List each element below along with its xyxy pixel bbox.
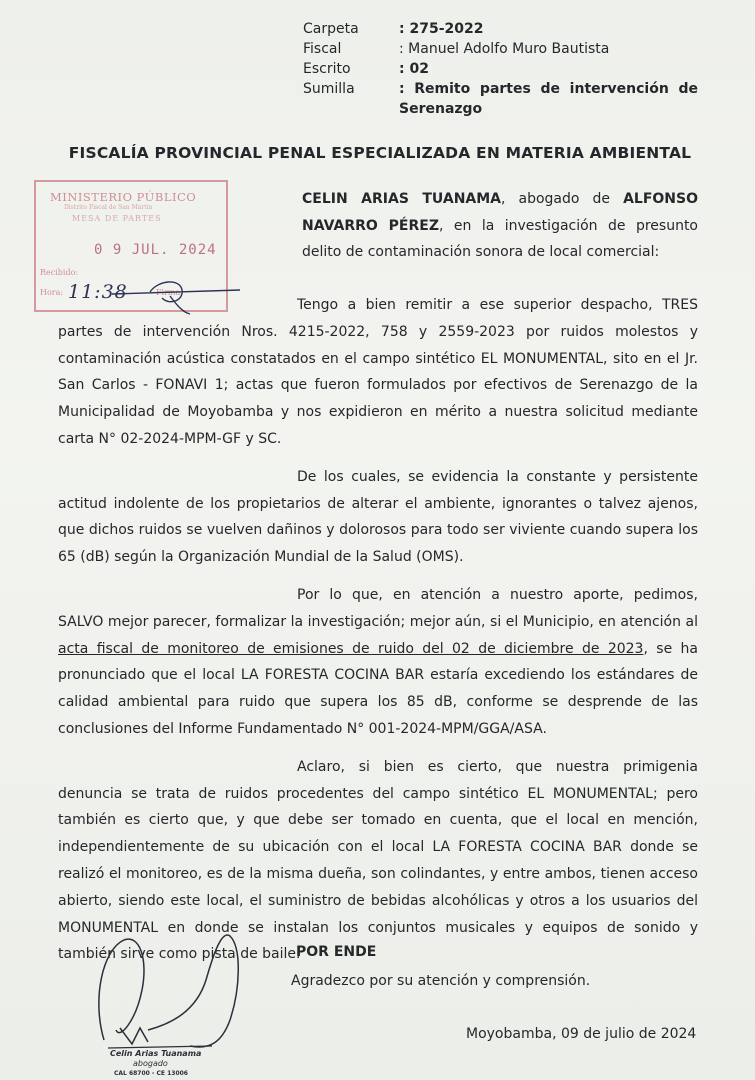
- fiscal-label: Fiscal: [303, 41, 342, 57]
- signature-name: Celin Arias Tuanama: [110, 1049, 202, 1058]
- stamp-date: 0 9 JUL. 2024: [94, 242, 217, 258]
- stamp-handwritten-time: 11:38: [68, 281, 128, 303]
- fiscal-value: : Manuel Adolfo Muro Bautista: [399, 41, 610, 57]
- closing-thanks: Agradezco por su atención y comprensión.: [291, 973, 591, 989]
- paragraph-3-start: Por lo que, en atención a nuestro aporte, pedimos, SALVO mejor parecer, formalizar la investigación; mejor aún, si el Municipio, en atención al: [58, 586, 698, 630]
- signature-role: abogado: [133, 1059, 168, 1068]
- signature-registration: CAL 68700 - CE 13006: [114, 1070, 188, 1077]
- signature-loop-stroke: [148, 935, 238, 1047]
- sumilla-value: : Remito partes de intervención de Serenazgo: [399, 81, 698, 117]
- stamp-title: MINISTERIO PÚBLICO: [50, 190, 197, 204]
- stamp-subtitle: Distrito Fiscal de San Martín: [64, 204, 153, 211]
- document-heading: FISCALÍA PROVINCIAL PENAL ESPECIALIZADA EN MATERIA AMBIENTAL: [68, 144, 692, 162]
- paragraph-2: De los cuales, se evidencia la constante y persistente actitud indolente de los propietarios de alterar el ambiente, ignorantes o talvez ajenos, que dichos ruidos se vuelven dañinos y dolorosos para todo ser viviente cuando supera los 65 (dB) según la Organización Mundial de la Salud (OMS).: [58, 468, 698, 566]
- paragraph-3-end: , se ha pronunciado que el local LA FORESTA COCINA BAR estaría excediendo los estándares de calidad ambiental para ruido que supera los 85 dB, conforme se desprende de las conclusiones del Informe Fundamentado N° 001-2024-MPM/GGA/ASA.: [58, 640, 698, 737]
- stamp-initials-scribble: [112, 282, 240, 314]
- stamp-recibido-label: Recibido:: [40, 268, 79, 277]
- stamp-mesa: MESA DE PARTES: [72, 214, 162, 223]
- paragraph-4: Aclaro, si bien es cierto, que nuestra primigenia denuncia se trata de ruidos procedentes del campo sintético EL MONUMENTAL; pero también es cierto que, y que debe ser tomado en cuenta, que el local en mención, independientemente de su ubicación con el local LA FORESTA COCINA BAR donde se realizó el monitoreo, es de la misma dueña, son colindantes, y entre ambos, tienen acceso abierto, siendo este local, el suministro de bebidas alcohólicas y otros a los usuarios del MONUMENTAL en donde se instalan los conjuntos musicales y equipos de sonido y también sirve como pista de baile.: [58, 758, 698, 963]
- carpeta-value: : 275-2022: [399, 21, 484, 37]
- acta-fiscal-reference: acta fiscal de monitoreo de emisiones de ruido del 02 de diciembre de 2023: [58, 640, 644, 657]
- paragraph-1: Tengo a bien remitir a ese superior despacho, TRES partes de intervención Nros. 4215-2022, 758 y 2559-2023 por ruidos molestos y contaminación acústica constatados en el campo sintético EL MONUMENTAL, sito en el Jr. San Carlos - FONAVI 1; actas que fueron formulados por efectivos de Serenazgo de la Municipalidad de Moyobamba y nos expidieron en mérito a nuestra solicitud mediante carta N° 02-2024-MPM-GF y SC.: [58, 297, 698, 447]
- escrito-value: : 02: [399, 61, 429, 77]
- stamp-firma-label: Firma:: [156, 288, 183, 297]
- por-ende-label: POR ENDE: [296, 944, 377, 960]
- intro-text-2: , en la investigación de presunto delito de contaminación sonora de local comercial:: [302, 217, 698, 260]
- escrito-label: Escrito: [303, 61, 351, 77]
- place-date: Moyobamba, 09 de julio de 2024: [466, 1026, 697, 1042]
- sumilla-label: Sumilla: [303, 81, 355, 97]
- signature-left-stroke: [99, 939, 148, 1044]
- stamp-hora-label: Hora:: [40, 288, 64, 297]
- intro-text-1: , abogado de: [501, 191, 624, 207]
- carpeta-label: Carpeta: [303, 21, 359, 37]
- lawyer-name: CELIN ARIAS TUANAMA: [302, 191, 502, 207]
- client-name: ALFONSO NAVARRO PÉREZ: [302, 191, 698, 234]
